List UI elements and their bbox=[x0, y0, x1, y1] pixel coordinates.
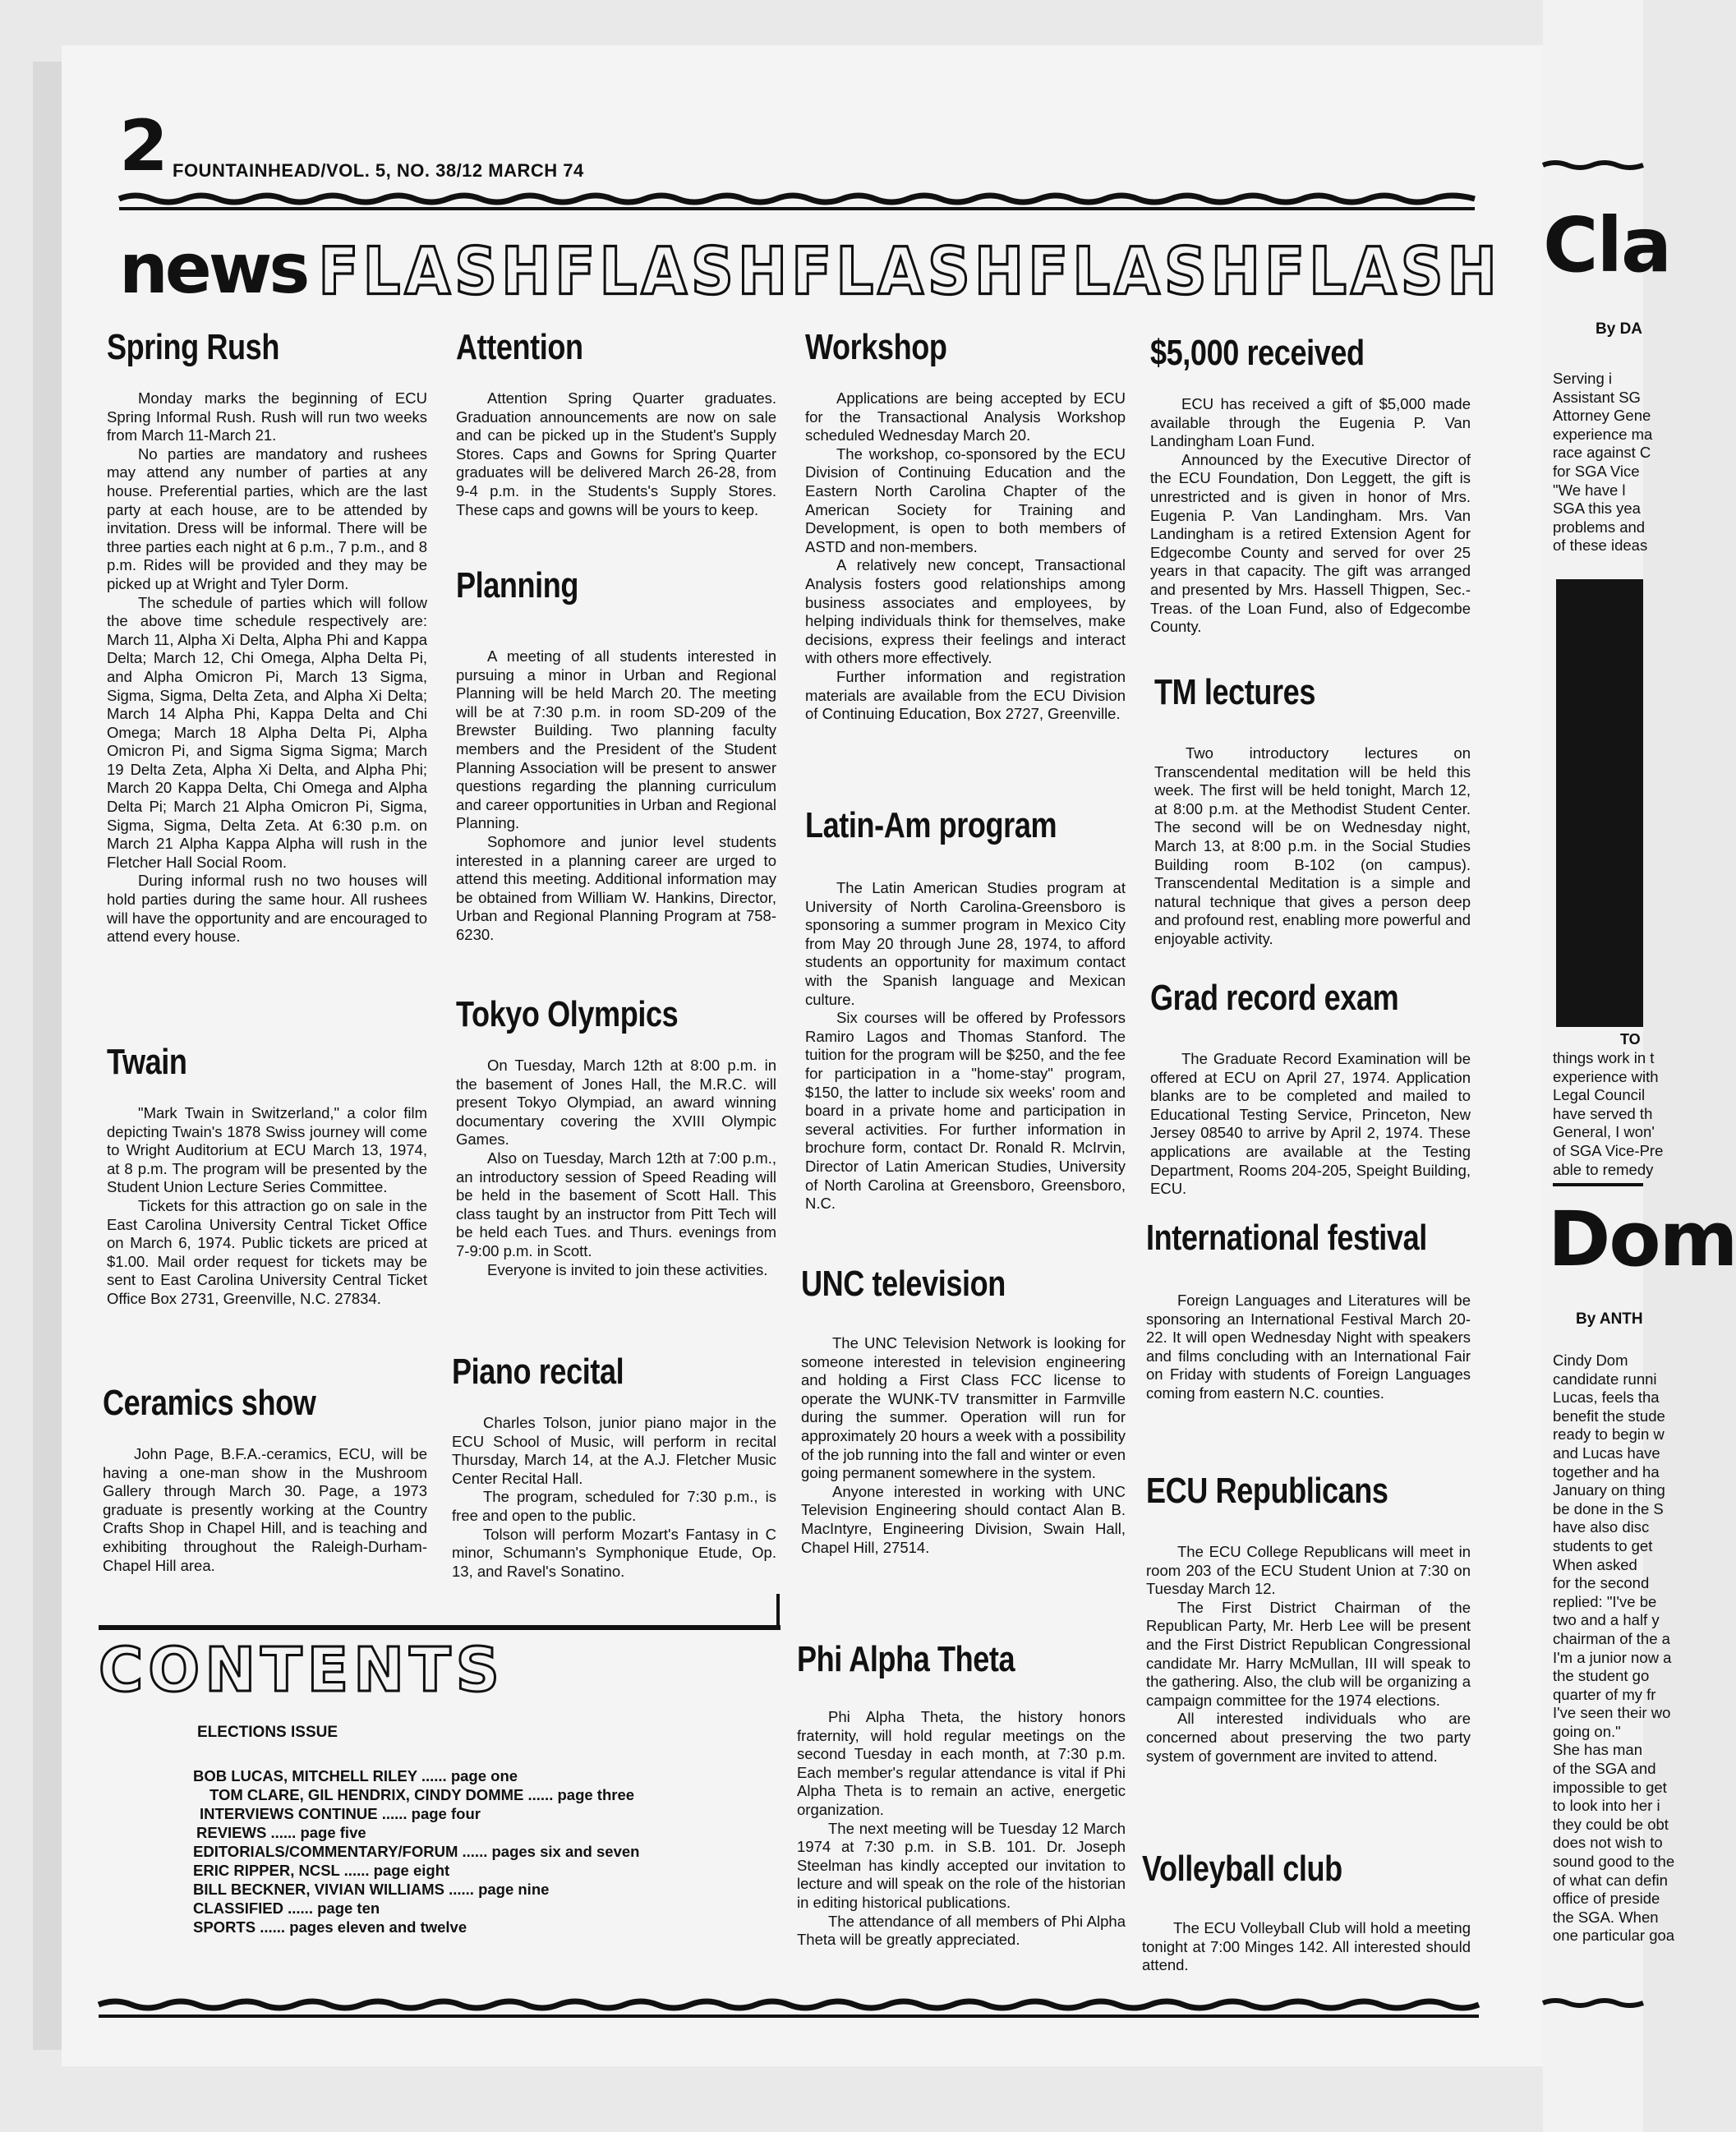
facing-text-line: I'm a junior now a bbox=[1553, 1648, 1672, 1666]
contents-item-label: TOM CLARE, GIL HENDRIX, CINDY DOMME bbox=[210, 1786, 524, 1803]
contents-item bbox=[193, 1899, 639, 1918]
facing-text-line: office of preside bbox=[1553, 1890, 1660, 1908]
facing-text-line: candidate runni bbox=[1553, 1370, 1657, 1388]
contents-top-rule bbox=[99, 1625, 781, 1630]
contents-item-dots: ...... bbox=[449, 1881, 474, 1898]
article-planning bbox=[456, 565, 776, 945]
facing-text-line: impossible to get bbox=[1553, 1778, 1667, 1796]
facing-text-line: chairman of the a bbox=[1553, 1629, 1670, 1647]
header-thin-rule bbox=[119, 207, 1475, 210]
facing-text-line: benefit the stude bbox=[1553, 1407, 1665, 1425]
headline: International festival bbox=[1146, 1218, 1427, 1258]
facing-text-line: experience ma bbox=[1553, 425, 1653, 443]
facing-text-line: January on thing bbox=[1553, 1481, 1665, 1499]
paragraph: Monday marks the beginning of ECU Spring Informal Rush. Rush will run two weeks from March 11-March 21. bbox=[107, 389, 427, 444]
facing-text-line: have also disc bbox=[1553, 1518, 1650, 1536]
article-phi-alpha-theta bbox=[797, 1639, 1126, 1950]
facing-byline-1: By DA bbox=[1596, 320, 1643, 338]
facing-headline-2: Dom bbox=[1548, 1195, 1736, 1283]
article-piano-recital bbox=[452, 1351, 776, 1581]
contents-item-label: BILL BECKNER, VIVIAN WILLIAMS bbox=[193, 1881, 444, 1898]
headline: Latin-Am program bbox=[805, 805, 1057, 845]
headline: Piano recital bbox=[452, 1351, 624, 1392]
paragraph: Anyone interested in working with UNC Television Engineering should contact Alan B. MacIntyre, Engineering Division, Swain Hall, Chapel Hill, 27514. bbox=[801, 1482, 1126, 1556]
facing-text-line: problems and bbox=[1553, 518, 1646, 536]
contents-item-page: page five bbox=[300, 1824, 366, 1841]
facing-text-line: able to remedy bbox=[1553, 1160, 1654, 1178]
facing-text-line: Lucas, feels tha bbox=[1553, 1388, 1660, 1407]
paragraph: The ECU Volleyball Club will hold a meeting tonight at 7:00 Minges 142. All interested should attend. bbox=[1142, 1919, 1471, 1974]
contents-item-page: pages six and seven bbox=[491, 1843, 640, 1860]
paragraph: Everyone is invited to join these activities. bbox=[487, 1260, 768, 1278]
facing-text-block-3 bbox=[1553, 1351, 1674, 1946]
facing-text-line: Serving i bbox=[1553, 370, 1612, 387]
paragraph: Phi Alpha Theta, the history honors fraternity, will hold regular meetings on the second Tuesday in each month, at 7:30 p.m. Each member's regular attendance is vital if Phi Alpha Theta is to remain an active, energetic organization. bbox=[797, 1708, 1126, 1818]
paragraph: Two introductory lectures on Transcendental meditation will be held this week. The first will be held tonight, March 12, at 8:00 p.m. at the Methodist Student Center. The second will be on Wednesday night, March 13, at 8:00 p.m. in the Social Studies Building room B-102 (on campus). Transcendental Meditation is a simple and natural technique that gives a person deep and profound rest, enabling more powerful and enjoyable activity. bbox=[1154, 744, 1471, 947]
paragraph: Tolson will perform Mozart's Fantasy in C minor, Schumann's Symphonique Etude, Op. 13, and Ravel's Sonatino. bbox=[452, 1525, 776, 1580]
paragraph: The UNC Television Network is looking for someone interested in television engineering and holding a First Class FCC license to operate the WUNK-TV transmitter in Farmville during the summer. Operation will run for approximately 20 hours a week with a possibility of the job running into the fall and winter or even going permanent somewhere in the system. bbox=[801, 1334, 1126, 1482]
contents-item-page: page three bbox=[557, 1786, 635, 1803]
contents-item bbox=[210, 1785, 639, 1804]
contents-item bbox=[200, 1804, 639, 1823]
headline: Volleyball club bbox=[1142, 1849, 1342, 1889]
facing-text-block-2 bbox=[1553, 1049, 1663, 1179]
contents-item-label: INTERVIEWS CONTINUE bbox=[200, 1805, 378, 1822]
facing-headline-1: Cla bbox=[1543, 201, 1671, 289]
facing-text-line: one particular goa bbox=[1553, 1927, 1675, 1945]
facing-text-line: Legal Council bbox=[1553, 1086, 1646, 1104]
facing-text-line: Cindy Dom bbox=[1553, 1351, 1628, 1369]
headline: ECU Republicans bbox=[1146, 1471, 1388, 1511]
facing-text-line: quarter of my fr bbox=[1553, 1685, 1656, 1703]
paragraph: Applications are being accepted by ECU for the Transactional Analysis Workshop scheduled Wednesday March 20. bbox=[805, 389, 1126, 444]
paragraph: ECU has received a gift of $5,000 made available through the Eugenia P. Van Landingham Loan Fund. bbox=[1150, 395, 1471, 450]
contents-item-dots: ...... bbox=[462, 1843, 488, 1860]
facing-text-line: ready to begin w bbox=[1553, 1425, 1665, 1444]
facing-wavy-rule bbox=[1543, 159, 1643, 172]
headline: TM lectures bbox=[1154, 672, 1315, 712]
contents-item-page: page four bbox=[411, 1805, 481, 1822]
facing-text-line: be done in the S bbox=[1553, 1499, 1664, 1517]
contents-item-dots: ...... bbox=[260, 1918, 286, 1936]
contents-item-label: CLASSIFIED bbox=[193, 1899, 283, 1917]
article-ecu-republicans bbox=[1146, 1471, 1471, 1766]
article-twain bbox=[107, 1042, 427, 1309]
paragraph: Also on Tuesday, March 12th at 7:00 p.m., an introductory session of Speed Reading will be held in the basement of Scott Hall. This class taught by an instructor from Pitt Tech will be held each Tues. and Thurs. evenings from 7-9:00 p.m. in Scott. bbox=[456, 1149, 776, 1259]
headline: Attention bbox=[456, 327, 583, 367]
facing-page-sliver bbox=[1543, 0, 1736, 2132]
contents-title: CONTENTS bbox=[99, 1635, 504, 1706]
contents-item-dots: ...... bbox=[343, 1862, 370, 1879]
contents-item-page: pages eleven and twelve bbox=[289, 1918, 467, 1936]
facing-text-line: of SGA Vice-Pre bbox=[1553, 1141, 1664, 1159]
column-rule-tick bbox=[776, 1594, 780, 1627]
facing-text-line: have served th bbox=[1553, 1104, 1653, 1122]
article-international-festival bbox=[1146, 1218, 1471, 1403]
article-ceramics bbox=[103, 1383, 427, 1575]
contents-item-dots: ...... bbox=[288, 1899, 313, 1917]
article-tm-lectures bbox=[1154, 672, 1471, 949]
paragraph: The Latin American Studies program at University of North Carolina-Greensboro is sponsoring a summer program in Mexico City from May 20 through June 28, 1974, to afford students an opportunity for maximum contact with the Spanish language and Mexican culture. bbox=[805, 879, 1126, 1008]
article-spring-rush bbox=[107, 327, 427, 946]
paragraph: A meeting of all students interested in pursuing a minor in Urban and Regional Planning will be held March 20. The meeting will be at 7:30 p.m. in room SD-209 of the Brewster Building. Two planning faculty members and the President of the Student Planning Association will be present to answer questions regarding the planning curriculum and career opportunities in Urban and Regional Planning. bbox=[456, 647, 776, 832]
headline: Workshop bbox=[805, 327, 947, 367]
paragraph: The program, scheduled for 7:30 p.m., is free and open to the public. bbox=[452, 1488, 776, 1524]
paragraph: The workshop, co-sponsored by the ECU Division of Continuing Education and the Eastern North Carolina Chapter of the American Society for Training and Development, is open to both members of ASTD and non-members. bbox=[805, 444, 1126, 555]
article-latin-am-program bbox=[805, 805, 1126, 1213]
contents-item-label: BOB LUCAS, MITCHELL RILEY bbox=[193, 1767, 417, 1784]
facing-rule bbox=[1553, 1183, 1643, 1186]
paragraph: "Mark Twain in Switzerland," a color film depicting Twain's 1878 Swiss journey will come to Wright Auditorium at ECU March 13, 1974, at 8 p.m. The program will be presented by the Student Union Lecture Series Committee. bbox=[107, 1104, 427, 1196]
article-unc-television bbox=[801, 1264, 1126, 1557]
paragraph: Attention Spring Quarter graduates. Graduation announcements are now on sale and can be picked up in the Student's Supply Stores. Caps and Gowns for Spring Quarter graduates will be delivered March 26-28, from 9-4 p.m. in the Students's Supply Stores. These caps and gowns will be yours to keep. bbox=[456, 389, 776, 518]
facing-text-line: for the second bbox=[1553, 1574, 1650, 1592]
contents-item-page: page one bbox=[450, 1767, 518, 1784]
facing-text-line: When asked bbox=[1553, 1555, 1637, 1573]
contents-item-page: page ten bbox=[317, 1899, 380, 1917]
facing-text-line: the SGA. When bbox=[1553, 1908, 1659, 1926]
headline: Spring Rush bbox=[107, 327, 279, 367]
headline: Tokyo Olympics bbox=[456, 994, 679, 1034]
article-attention bbox=[456, 327, 776, 519]
facing-photo bbox=[1556, 579, 1643, 1027]
headline: Phi Alpha Theta bbox=[797, 1639, 1015, 1679]
article-5000-received bbox=[1150, 333, 1471, 637]
contents-item-label: SPORTS bbox=[193, 1918, 256, 1936]
paragraph: The schedule of parties which will follow the above time schedule respectively are: March 11, Alpha Xi Delta, Alpha Phi and Kappa Delta; March 12, Chi Omega, Alpha Delta Pi, and Alpha Omicron Pi, March 13 Sigma, Sigma, Sigma, Delta Zeta, and Alpha Xi Delta; March 14 Alpha Phi, Kappa Delta and Chi Omega; March 18 Alpha Delta Pi, Alpha Omicron Pi, and Sigma Sigma Sigma; March 19 Delta Zeta, Alpha Xi Delta, and Alpha Phi; March 20 Kappa Delta, Chi Omega and Alpha Delta Pi; March 21 Alpha Omicron Pi, Sigma, Sigma, Sigma, Delta Zeta. At 6:30 p.m. on March 21 Alpha Kappa Alpha will rush in the Fletcher Hall Social Room. bbox=[107, 593, 427, 871]
facing-text-line: things work in t bbox=[1553, 1049, 1655, 1066]
paragraph: During informal rush no two houses will hold parties during the same hour. All rushees will have the opportunity and are encouraged to attend every house. bbox=[107, 872, 427, 946]
article-grad-record-exam bbox=[1150, 978, 1471, 1199]
paragraph: Sophomore and junior level students interested in a planning career are urged to attend this meeting. Additional information may be obtained from William W. Hankins, Director, Urban and Regional Planning Program at 758-6230. bbox=[456, 832, 776, 943]
facing-footer-wavy-rule bbox=[1543, 1996, 1643, 2010]
facing-text-line: students to get bbox=[1553, 1536, 1653, 1554]
headline: Twain bbox=[107, 1042, 187, 1082]
facing-text-line: the student go bbox=[1553, 1667, 1650, 1685]
facing-text-line: sound good to the bbox=[1553, 1853, 1675, 1871]
header-wavy-rule bbox=[119, 189, 1475, 205]
contents-item-dots: ...... bbox=[270, 1824, 297, 1841]
paragraph: The attendance of all members of Phi Alpha Theta will be greatly appreciated. bbox=[797, 1912, 1126, 1949]
masthead bbox=[119, 228, 1501, 319]
facing-text-line: race against C bbox=[1553, 444, 1651, 462]
facing-text-line: they could be obt bbox=[1553, 1815, 1669, 1833]
facing-text-line: to look into her i bbox=[1553, 1797, 1660, 1815]
contents-item bbox=[193, 1880, 639, 1899]
contents-item-page: page eight bbox=[373, 1862, 450, 1879]
contents-item-dots: ...... bbox=[381, 1805, 408, 1822]
contents-item bbox=[193, 1842, 639, 1861]
facing-text-line: of these ideas bbox=[1553, 536, 1648, 555]
facing-text-line: "We have l bbox=[1553, 481, 1626, 499]
facing-byline-2: By ANTH bbox=[1576, 1310, 1643, 1328]
facing-text-line: Assistant SG bbox=[1553, 388, 1641, 406]
footer-wavy-rule bbox=[99, 1996, 1479, 2013]
facing-photo-caption: TO bbox=[1620, 1031, 1641, 1048]
paragraph: Announced by the Executive Director of the ECU Foundation, Don Leggett, the gift is unrestricted and is given in honor of Mrs. Eugenia P. Van Landingham. Mrs. Van Landingham is a retired Extension Agent for Edgecombe County and served for over 25 years in that capacity. The gift was arranged and presented by Mrs. Hassell Thigpen, Sec.-Treas. of the Loan Fund, also of Edgecombe County. bbox=[1150, 450, 1471, 636]
paragraph: Six courses will be offered by Professors Ramiro Lagos and Thomas Stanford. The tuition for the program will be $250, and the fee for participation in a "home-stay" program, $150, the latter to include six weeks' room and board in a private home and participation in several activities. For further information in brochure form, contact Dr. Ronald R. McIrvin, Director of Latin American Studies, University of North Carolina at Greensboro, Greensboro, N.C. bbox=[805, 1009, 1126, 1213]
paragraph: The First District Chairman of the Republican Party, Mr. Herb Lee will be present and the First District Republican Congressional candidate Mr. Harry McMullan, III will speak to the gathering. Also, the club will be organizing a campaign committee for the 1974 elections. bbox=[1146, 1598, 1471, 1709]
paragraph: The Graduate Record Examination will be offered at ECU on April 27, 1974. Application blanks are to be completed and mailed to Educational Testing Service, Princeton, New Jersey 08540 to arrive by April 2, 1974. These applications are available at the Testing Department, Rooms 204-205, Speight Building, ECU. bbox=[1150, 1050, 1471, 1198]
headline: UNC television bbox=[801, 1264, 1006, 1304]
contents-item-dots: ...... bbox=[527, 1786, 554, 1803]
article-tokyo-olympics bbox=[456, 994, 776, 1279]
masthead-news: news bbox=[119, 228, 307, 309]
contents-item bbox=[193, 1861, 639, 1880]
headline: Grad record exam bbox=[1150, 978, 1399, 1018]
facing-text-line: SGA this yea bbox=[1553, 500, 1641, 518]
folio-line: FOUNTAINHEAD/VOL. 5, NO. 38/12 MARCH 74 bbox=[173, 160, 584, 181]
paragraph: All interested individuals who are concerned about preserving the two party system of government are invited to attend. bbox=[1146, 1710, 1471, 1765]
contents-item-label: EDITORIALS/COMMENTARY/FORUM bbox=[193, 1843, 458, 1860]
facing-text-line: for SGA Vice bbox=[1553, 462, 1640, 480]
paragraph: Tickets for this attraction go on sale in the East Carolina University Central Ticket Office on March 6, 1974. Public tickets are priced at $1.00. Mail order request for tickets may be sent to East Carolina University Central Ticket Office Box 2731, Greenville, N.C. 27834. bbox=[107, 1196, 427, 1307]
facing-text-line: of what can defin bbox=[1553, 1871, 1668, 1889]
paragraph: Further information and registration materials are available from the ECU Division of Continuing Education, Box 2727, Greenville. bbox=[805, 667, 1126, 723]
article-volleyball-club bbox=[1142, 1849, 1471, 1975]
paragraph: The ECU College Republicans will meet in room 203 of the ECU Student Union at 7:30 on Tuesday March 12. bbox=[1146, 1543, 1471, 1598]
contents-item-label: REVIEWS bbox=[196, 1824, 267, 1841]
article-workshop bbox=[805, 327, 1126, 724]
facing-text-line: General, I won' bbox=[1553, 1123, 1655, 1141]
contents-item-dots: ...... bbox=[421, 1767, 447, 1784]
masthead-flash: FLASHFLASHFLASHFLASHFLASH bbox=[318, 233, 1501, 309]
contents-list bbox=[193, 1766, 639, 1936]
contents-item bbox=[193, 1918, 639, 1936]
facing-text-line: Attorney Gene bbox=[1553, 407, 1651, 425]
facing-text-line: going on." bbox=[1553, 1722, 1621, 1740]
facing-text-line: of the SGA and bbox=[1553, 1760, 1656, 1778]
facing-text-line: does not wish to bbox=[1553, 1834, 1663, 1852]
facing-text-line: I've seen their wo bbox=[1553, 1704, 1671, 1722]
facing-text-line: She has man bbox=[1553, 1741, 1643, 1759]
page-shadow-edge bbox=[33, 62, 62, 2050]
facing-text-line: experience with bbox=[1553, 1067, 1659, 1085]
paragraph: Charles Tolson, junior piano major in the ECU School of Music, will perform in recital Thursday, March 14, at the A.J. Fletcher Music Center Recital Hall. bbox=[452, 1414, 776, 1487]
contents-subtitle: ELECTIONS ISSUE bbox=[197, 1724, 338, 1741]
facing-text-line: two and a half y bbox=[1553, 1611, 1660, 1629]
contents-item bbox=[196, 1823, 639, 1842]
facing-text-line: replied: "I've be bbox=[1553, 1592, 1657, 1610]
contents-item-page: page nine bbox=[478, 1881, 550, 1898]
facing-text-block-1 bbox=[1553, 370, 1652, 555]
headline: Planning bbox=[456, 565, 579, 606]
paragraph: No parties are mandatory and rushees may attend any number of parties at any house. Preferential parties, which are the last party at each house, are to be attended by invitation. Dress will be informal. There will be three parties each night at 6 p.m., 7 p.m., and 8 p.m. Rides will be provided and they may be picked up at Wright and Tyler Dorm. bbox=[107, 444, 427, 592]
facing-text-line: together and ha bbox=[1553, 1462, 1660, 1480]
contents-item bbox=[193, 1766, 639, 1785]
paragraph: On Tuesday, March 12th at 8:00 p.m. in the basement of Jones Hall, the M.R.C. will present Tokyo Olympiad, an award winning documentary covering the XVIII Olympic Games. bbox=[456, 1057, 776, 1149]
paragraph: Foreign Languages and Literatures will be sponsoring an International Festival March 20-22. It will open Wednesday Night with speakers and films concluding with an International Fair on Friday with students of Foreign Languages coming from eastern N.C. counties. bbox=[1146, 1292, 1471, 1402]
headline: $5,000 received bbox=[1150, 333, 1365, 373]
facing-text-line: and Lucas have bbox=[1553, 1444, 1660, 1462]
contents-item-label: ERIC RIPPER, NCSL bbox=[193, 1862, 340, 1879]
paragraph: John Page, B.F.A.-ceramics, ECU, will be having a one-man show in the Mushroom Gallery through March 30. Page, a 1973 graduate is presently working at the Country Crafts Shop in Chapel Hill, and is teaching and exhibiting throughout the Raleigh-Durham-Chapel Hill area. bbox=[103, 1445, 427, 1574]
page-number: 2 bbox=[119, 105, 168, 187]
headline: Ceramics show bbox=[103, 1383, 316, 1423]
footer-thin-rule bbox=[99, 2015, 1479, 2018]
paragraph: The next meeting will be Tuesday 12 March 1974 at 7:30 p.m. in S.B. 101. Dr. Joseph Steelman has kindly accepted our invitation to lecture and will speak on the role of the historian in editing historical publications. bbox=[797, 1819, 1126, 1911]
paragraph: A relatively new concept, Transactional Analysis fosters good relationships among business associates and employees, by helping individuals think for themselves, make decisions, express their feelings and interact with others more effectively. bbox=[805, 556, 1126, 667]
